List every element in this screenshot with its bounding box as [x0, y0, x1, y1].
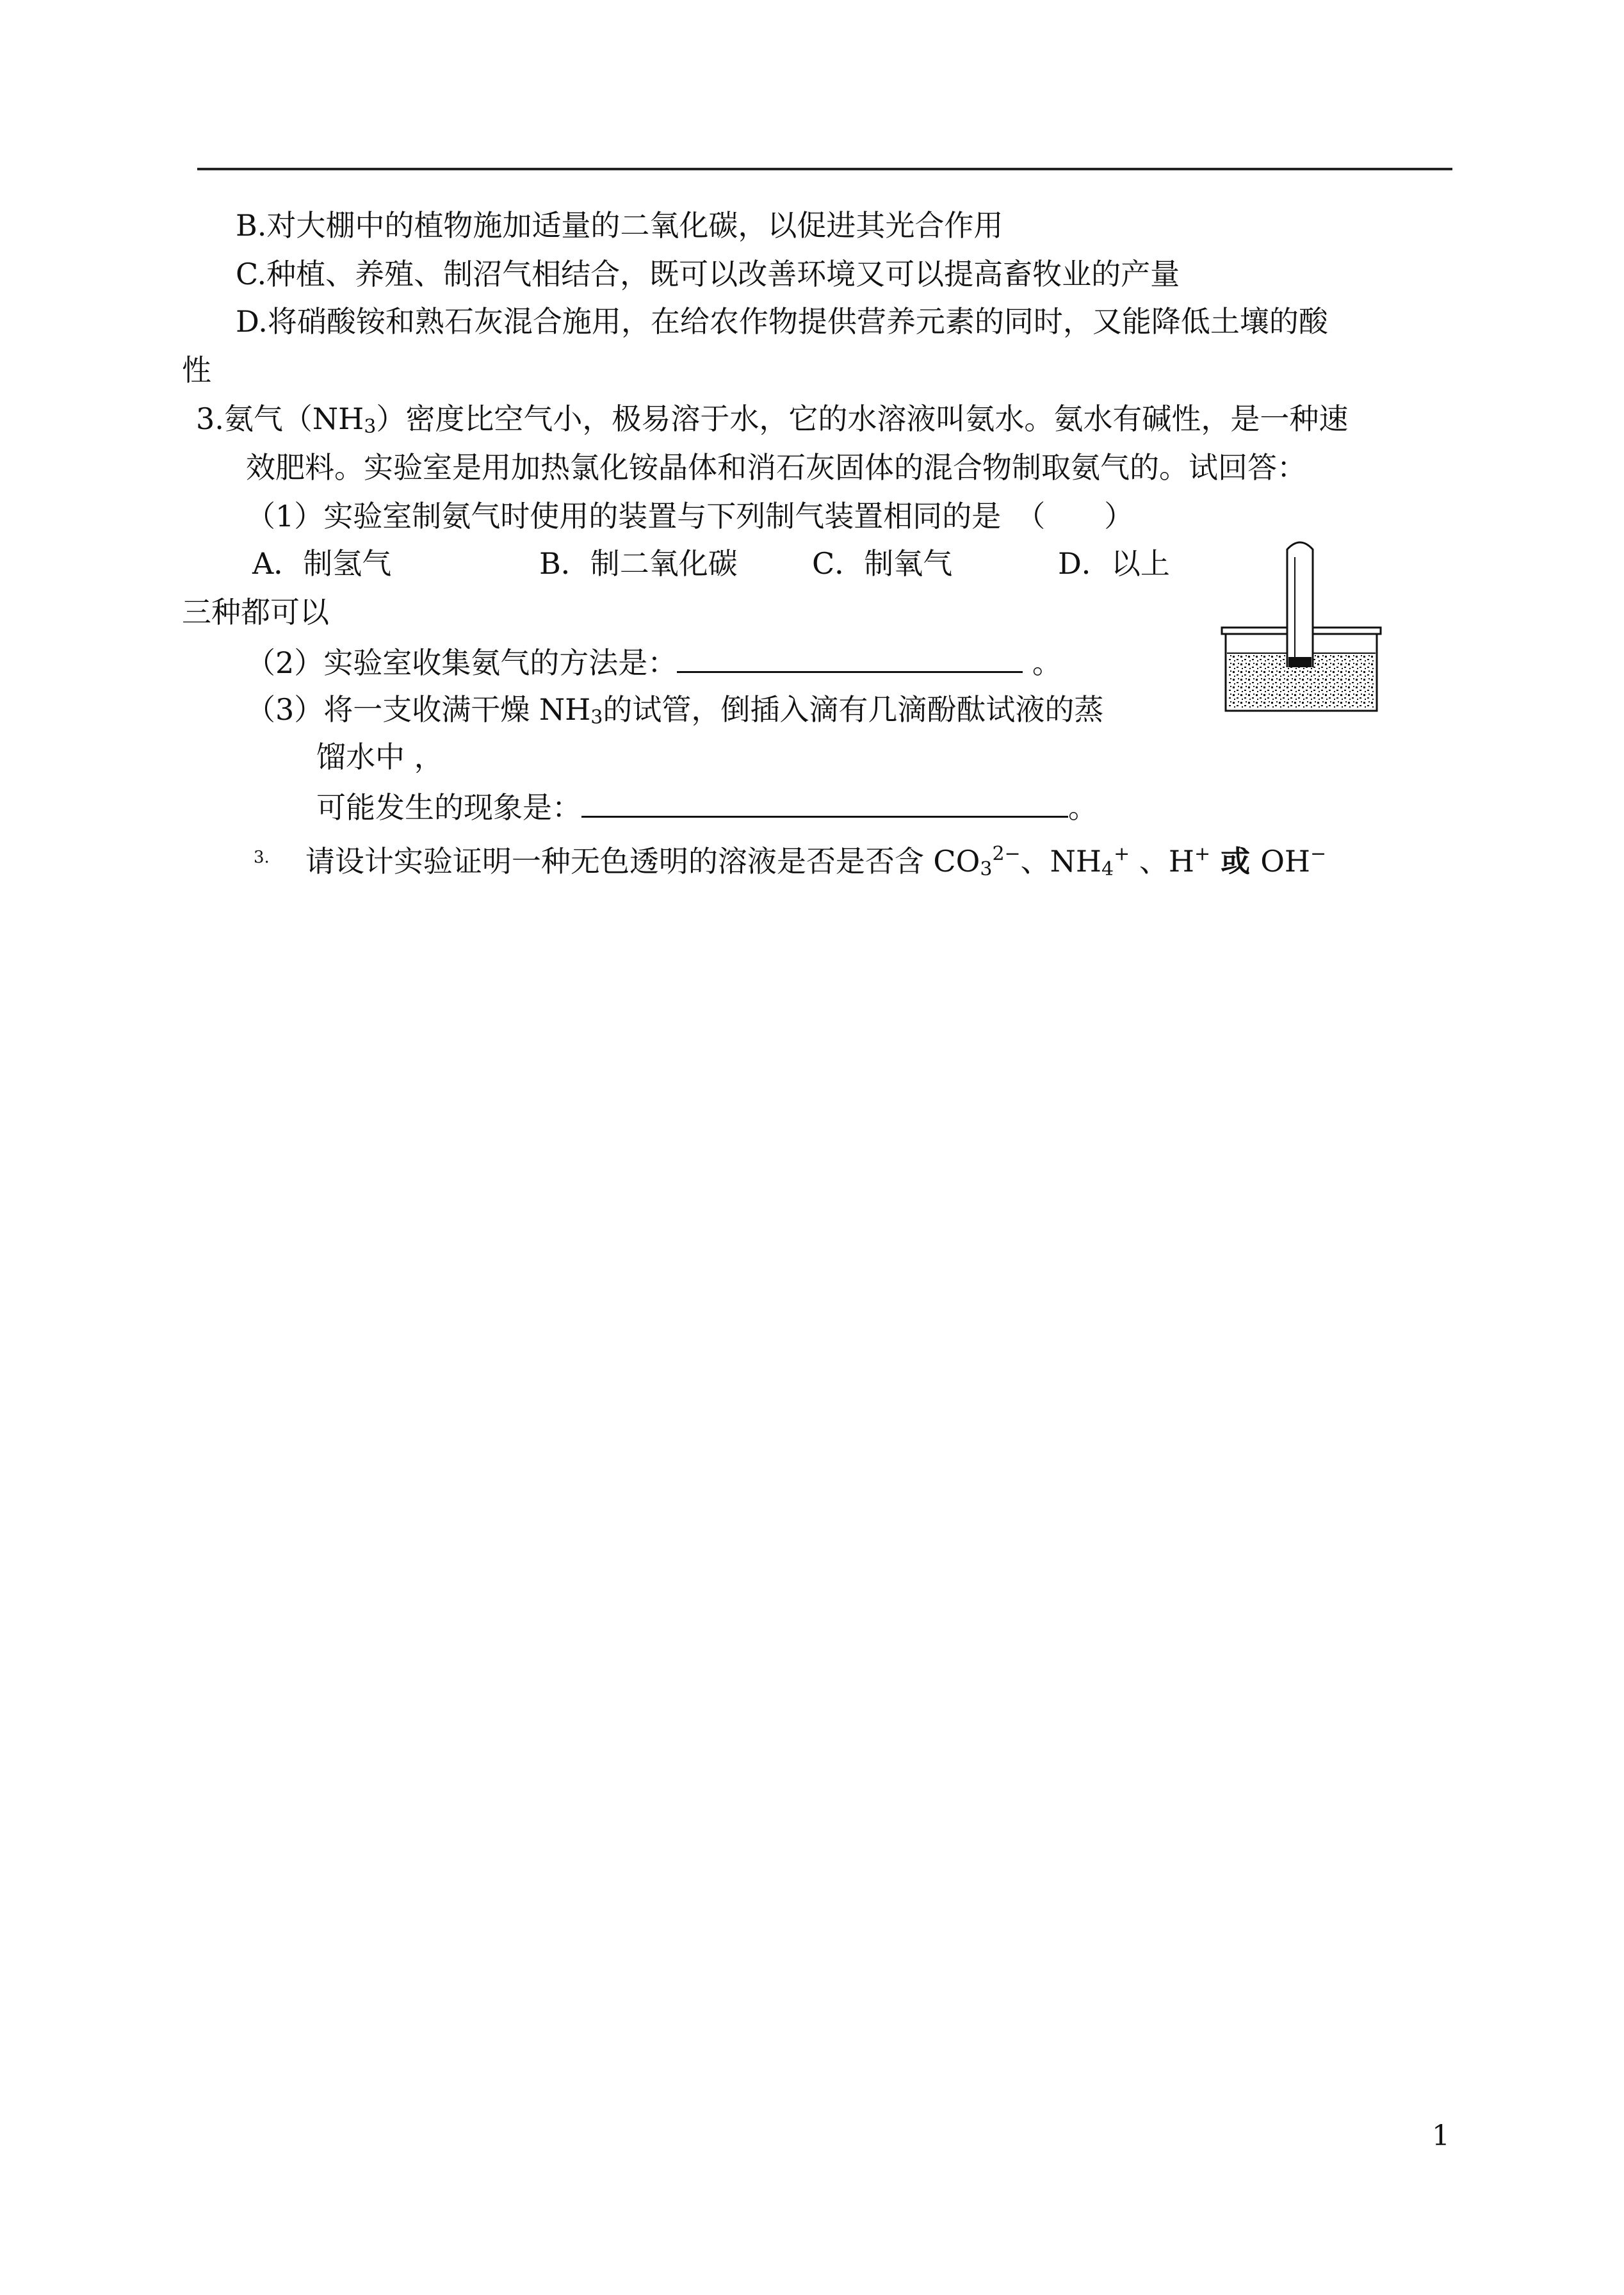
sub-question-3-line-3	[316, 786, 1098, 827]
q4-sup-1: 2−	[992, 843, 1021, 865]
q4-sup-3: +	[1194, 843, 1211, 865]
sub2-text: （2）实验室收集氨气的方法是：	[246, 645, 678, 680]
sub3-subscript: 3	[590, 706, 603, 729]
q4-text: 请设计实验证明一种无色透明的溶液是否是否含 CO	[305, 844, 980, 879]
q3-text-pre: 3.氨气（NH	[196, 401, 364, 436]
sub-question-3-line-2: 馏水中 ，	[316, 740, 444, 774]
choice-c: C．制氧气	[812, 546, 953, 581]
q3-text-post: ）密度比空气小，极易溶于水，它的水溶液叫氨水。氨水有碱性，是一种速	[376, 401, 1349, 436]
option-b: B.对大棚中的植物施加适量的二氧化碳，以促进其光合作用	[236, 208, 1003, 243]
q4-mid-2: 、H	[1130, 844, 1195, 879]
choice-a: A．制氢气	[252, 546, 392, 581]
question-3-line-1	[196, 400, 1348, 446]
header-rule	[197, 168, 1452, 170]
q4-sub-2: 4	[1101, 858, 1114, 880]
sub-question-3-line-1	[246, 690, 1103, 737]
sub-question-2	[246, 642, 1062, 682]
sub3-text-post: 的试管，倒插入滴有几滴酚酞试液的蒸	[603, 692, 1104, 727]
question-4	[254, 835, 1326, 889]
answer-blank-phenomenon[interactable]	[581, 786, 1068, 818]
q4-sup-2: +	[1114, 843, 1130, 865]
sub3-end: 。	[1068, 790, 1098, 825]
answer-blank-collection-method[interactable]	[677, 642, 1023, 673]
sub3-phenomenon-label: 可能发生的现象是：	[316, 790, 581, 825]
choice-b: B．制二氧化碳	[539, 546, 738, 581]
option-d: D.将硝酸铵和熟石灰混合施用，在给农作物提供营养元素的同时，又能降低土壤的酸	[236, 304, 1328, 339]
sub-question-1: （1）实验室制氨气时使用的装置与下列制气装置相同的是 （ ）	[246, 499, 1134, 533]
q4-mid-1: 、NH	[1020, 844, 1102, 879]
page-number: 1	[1432, 2120, 1450, 2152]
q4-sup-4: −	[1310, 843, 1327, 865]
q4-or: 或	[1210, 844, 1261, 879]
option-c: C.种植、养殖、制沼气相结合，既可以改善环境又可以提高畜牧业的产量	[236, 257, 1180, 291]
q4-sub-1: 3	[980, 858, 993, 880]
sub2-end: 。	[1032, 645, 1062, 680]
q3-subscript: 3	[364, 416, 377, 438]
q4-oh: OH	[1260, 844, 1311, 879]
choice-d: D．以上	[1058, 546, 1170, 581]
q4-number: 3.	[254, 848, 270, 867]
choice-d-continued: 三种都可以	[182, 595, 329, 629]
inverted-test-tube-in-water-trough-icon	[1217, 531, 1396, 724]
sub3-text-pre: （3）将一支收满干燥 NH	[246, 692, 591, 727]
option-d-continued: 性	[182, 353, 211, 387]
question-3-line-2: 效肥料。实验室是用加热氯化铵晶体和消石灰固体的混合物制取氨气的。试回答：	[246, 450, 1306, 485]
